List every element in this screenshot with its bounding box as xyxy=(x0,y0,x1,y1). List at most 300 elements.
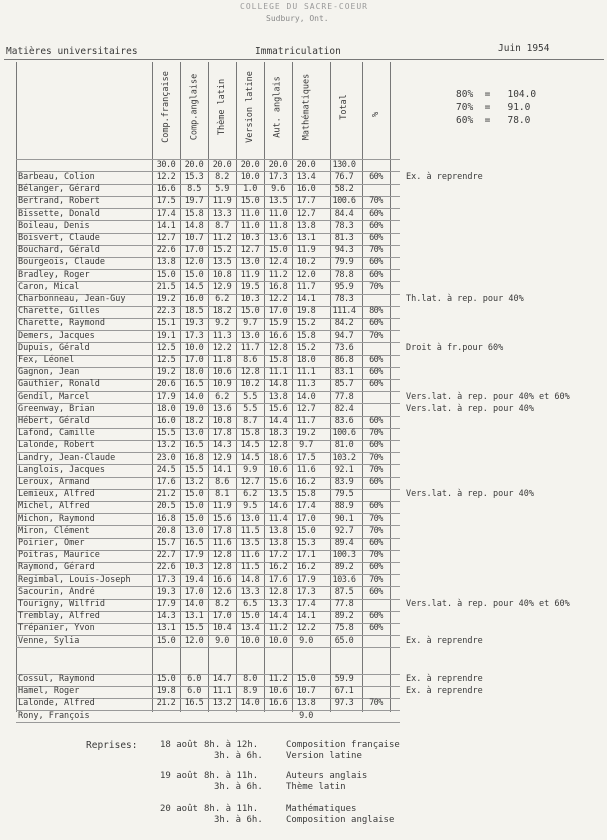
column-header-label: Mathématiques xyxy=(301,73,311,141)
score-cell: 17.3 xyxy=(268,172,288,182)
student-row xyxy=(16,599,606,611)
score-cell: 6.0 xyxy=(187,674,201,684)
remark: Vers.lat. à rep. pour 40% xyxy=(406,489,534,500)
score-cell: 13.6 xyxy=(212,403,232,414)
score-cell: 20.0 xyxy=(268,160,288,170)
score-cell: 5.5 xyxy=(243,391,257,402)
score-cell: 10.3 xyxy=(184,562,204,573)
score-cell: 11.8 xyxy=(212,355,232,365)
score-cell: 11.7 xyxy=(296,281,316,292)
student-row xyxy=(16,674,606,686)
reprise-date: 19 août xyxy=(160,771,198,781)
score-cell: 11.3 xyxy=(212,330,232,341)
score-cell: 60% xyxy=(369,623,383,634)
score-cell: 89.2 xyxy=(334,562,354,573)
student-name: Miron, Clément xyxy=(18,525,90,536)
score-cell: 17.4 xyxy=(156,208,176,219)
score-cell: 15.5 xyxy=(184,464,204,475)
score-cell: 17.3 xyxy=(296,586,316,597)
score-cell: 11.2 xyxy=(268,623,288,634)
student-row xyxy=(16,318,606,330)
score-cell: 77.8 xyxy=(334,599,354,609)
score-cell: 100.3 xyxy=(332,550,356,561)
score-cell: 11.1 xyxy=(296,367,316,378)
student-row xyxy=(16,379,606,391)
score-cell: 58.2 xyxy=(334,184,354,195)
score-cell: 12.9 xyxy=(212,281,232,292)
score-cell: 8.5 xyxy=(187,184,201,195)
reprise-time: 3h. à 6h. xyxy=(214,815,263,825)
student-name: Venne, Sylia xyxy=(18,635,80,646)
score-cell: 15.2 xyxy=(296,318,316,329)
score-cell: 8.7 xyxy=(215,220,229,231)
score-cell: 10.0 xyxy=(240,635,260,646)
score-cell: 103.2 xyxy=(332,452,356,463)
score-cell: 19.0 xyxy=(184,403,204,414)
score-cell: 60% xyxy=(369,220,383,231)
score-cell: 60% xyxy=(369,233,383,243)
student-name: Lemieux, Alfred xyxy=(18,489,95,500)
score-cell: 18.2 xyxy=(184,416,204,426)
score-cell: 6.5 xyxy=(243,599,257,609)
score-cell: 95.9 xyxy=(334,281,354,292)
score-cell: 86.8 xyxy=(334,355,354,365)
student-row xyxy=(16,209,606,221)
grade-scale: 80% = 104.0 70% = 91.0 60% = 78.0 xyxy=(456,89,537,126)
student-row xyxy=(16,514,606,526)
score-cell: 70% xyxy=(369,464,383,475)
score-cell: 9.7 xyxy=(243,318,257,329)
score-cell: 13.3 xyxy=(240,586,260,597)
score-cell: 12.0 xyxy=(184,635,204,646)
score-cell: 22.6 xyxy=(156,562,176,573)
score-cell: 14.0 xyxy=(240,698,260,709)
remark: Droit à fr.pour 60% xyxy=(406,342,504,353)
score-cell: 15.0 xyxy=(240,611,260,622)
score-cell: 13.0 xyxy=(240,513,260,524)
score-cell: 70% xyxy=(369,281,383,292)
score-cell: 89.4 xyxy=(334,538,354,548)
student-name: Bertrand, Robert xyxy=(18,196,100,207)
score-cell: 21.2 xyxy=(156,489,176,500)
student-name: Bissette, Donald xyxy=(18,208,100,219)
score-cell: 22.3 xyxy=(156,306,176,317)
document-date: Juin 1954 xyxy=(498,43,550,54)
student-name: Landry, Jean-Claude xyxy=(18,452,116,463)
score-cell: 14.0 xyxy=(296,391,316,402)
score-cell: 11.8 xyxy=(268,220,288,231)
student-name: Bradley, Roger xyxy=(18,269,90,280)
score-cell: 13.8 xyxy=(296,698,316,709)
college-name: COLLEGE DU SACRE-COEUR xyxy=(240,2,368,11)
student-name: Tremblay, Alfred xyxy=(18,611,100,622)
student-name: Leroux, Armand xyxy=(18,477,90,487)
remark: Vers.lat. à rep. pour 40% et 60% xyxy=(406,391,570,402)
reprise-subject: Composition française xyxy=(286,740,400,750)
score-cell: 83.9 xyxy=(334,477,354,487)
score-cell: 10.4 xyxy=(212,623,232,634)
score-cell: 15.8 xyxy=(268,355,288,365)
score-cell: 24.5 xyxy=(156,464,176,475)
student-row xyxy=(16,282,606,294)
score-cell: 18.2 xyxy=(212,306,232,317)
score-cell: 11.4 xyxy=(268,513,288,524)
score-cell: 17.4 xyxy=(296,599,316,609)
student-row xyxy=(16,404,606,416)
score-cell: 18.3 xyxy=(268,428,288,439)
student-row xyxy=(16,270,606,282)
score-cell: 8.1 xyxy=(215,489,229,500)
reprise-subject: Composition anglaise xyxy=(286,815,395,825)
score-cell: 11.9 xyxy=(212,196,232,207)
score-cell: 83.6 xyxy=(334,416,354,426)
student-name: Hamel, Roger xyxy=(18,686,80,697)
score-cell: 75.8 xyxy=(334,623,354,634)
score-cell: 13.5 xyxy=(240,538,260,548)
student-row xyxy=(16,453,606,465)
score-cell: 70% xyxy=(369,574,383,585)
score-cell: 15.0 xyxy=(184,489,204,500)
score-cell: 15.8 xyxy=(296,330,316,341)
student-row xyxy=(16,550,606,562)
score-cell: 59.9 xyxy=(334,674,354,684)
student-row xyxy=(16,184,606,196)
student-name: Rony, François xyxy=(18,710,90,721)
score-cell: 16.0 xyxy=(296,184,316,195)
student-row xyxy=(16,575,606,587)
score-cell: 23.0 xyxy=(156,452,176,463)
score-cell: 11.7 xyxy=(296,416,316,426)
column-header xyxy=(334,66,354,156)
score-cell: 17.9 xyxy=(296,574,316,585)
score-cell: 11.5 xyxy=(240,562,260,573)
score-cell: 15.3 xyxy=(296,538,316,548)
score-cell: 12.7 xyxy=(156,233,176,243)
student-name: Boisvert, Claude xyxy=(18,233,100,243)
column-header xyxy=(184,66,204,156)
student-row xyxy=(16,587,606,599)
score-cell: 19.4 xyxy=(184,574,204,585)
student-name: Cossul, Raymond xyxy=(18,674,95,684)
reprise-time: 3h. à 6h. xyxy=(214,782,263,792)
score-cell: 17.5 xyxy=(296,452,316,463)
student-name: Gagnon, Jean xyxy=(18,367,80,378)
score-cell: 8.6 xyxy=(215,477,229,487)
score-cell: 18.6 xyxy=(268,452,288,463)
score-cell: 9.7 xyxy=(299,440,313,451)
score-cell: 11.6 xyxy=(240,550,260,561)
score-cell: 11.3 xyxy=(296,379,316,390)
score-cell: 16.6 xyxy=(268,698,288,709)
score-cell: 11.9 xyxy=(240,269,260,280)
student-name: Trépanier, Yvon xyxy=(18,623,95,634)
remark: Ex. à reprendre xyxy=(406,172,483,182)
student-name: Lafond, Camille xyxy=(18,428,95,439)
score-cell: 17.0 xyxy=(212,611,232,622)
score-cell: 15.8 xyxy=(240,428,260,439)
student-name: Regimbal, Louis-Joseph xyxy=(18,574,131,585)
score-cell: 12.0 xyxy=(184,257,204,268)
score-cell: 14.1 xyxy=(212,464,232,475)
score-cell: 10.6 xyxy=(212,367,232,378)
student-row xyxy=(16,526,606,538)
score-cell: 21.2 xyxy=(156,698,176,709)
student-name: Michel, Alfred xyxy=(18,501,90,512)
score-cell: 13.0 xyxy=(184,525,204,536)
score-cell: 14.8 xyxy=(268,379,288,390)
student-name: Bélanger, Gérard xyxy=(18,184,100,195)
student-name: Charette, Raymond xyxy=(18,318,105,329)
score-cell: 60% xyxy=(369,257,383,268)
score-cell: 17.2 xyxy=(268,550,288,561)
score-cell: 5.9 xyxy=(215,184,229,195)
student-row xyxy=(16,611,606,623)
score-cell: 12.0 xyxy=(296,269,316,280)
score-cell: 14.8 xyxy=(240,574,260,585)
score-cell: 17.0 xyxy=(184,586,204,597)
score-cell: 13.5 xyxy=(268,196,288,207)
score-cell: 60% xyxy=(369,538,383,548)
score-cell: 13.2 xyxy=(184,477,204,487)
score-cell: 15.0 xyxy=(296,525,316,536)
score-cell: 100.6 xyxy=(332,428,356,439)
remark: Ex. à reprendre xyxy=(406,674,483,684)
score-cell: 15.0 xyxy=(268,245,288,256)
score-cell: 15.7 xyxy=(156,538,176,548)
score-cell: 16.5 xyxy=(184,538,204,548)
student-name: Hébert, Gérald xyxy=(18,416,90,426)
score-cell: 13.0 xyxy=(240,330,260,341)
score-cell: 19.8 xyxy=(296,306,316,317)
column-header-label: % xyxy=(371,111,381,117)
score-cell: 15.0 xyxy=(240,306,260,317)
column-header xyxy=(296,66,316,156)
score-cell: 92.1 xyxy=(334,464,354,475)
score-cell: 13.4 xyxy=(240,623,260,634)
student-name: Lalonde, Alfred xyxy=(18,698,95,709)
score-cell: 11.6 xyxy=(212,538,232,548)
score-cell: 19.1 xyxy=(156,330,176,341)
student-row xyxy=(16,538,606,550)
score-cell: 15.0 xyxy=(240,196,260,207)
score-cell: 15.8 xyxy=(296,489,316,500)
score-cell: 14.1 xyxy=(296,294,316,304)
score-cell: 19.7 xyxy=(184,196,204,207)
student-name: Tourigny, Wilfrid xyxy=(18,599,105,609)
score-cell: 70% xyxy=(369,513,383,524)
score-cell: 20.5 xyxy=(156,501,176,512)
student-name: Poitras, Maurice xyxy=(18,550,100,561)
score-cell: 15.0 xyxy=(184,501,204,512)
student-name: Bouchard, Gérald xyxy=(18,245,100,256)
score-cell: 12.6 xyxy=(212,586,232,597)
score-cell: 12.5 xyxy=(156,342,176,353)
score-cell: 9.5 xyxy=(243,501,257,512)
student-name: Charbonneau, Jean-Guy xyxy=(18,294,126,304)
reprise-time: 8h. à 12h. xyxy=(204,740,259,750)
score-cell: 10.7 xyxy=(296,686,316,697)
score-cell: 10.3 xyxy=(240,233,260,243)
score-cell: 16.8 xyxy=(184,452,204,463)
reprise-date: 18 août xyxy=(160,740,198,750)
score-cell: 15.3 xyxy=(184,172,204,182)
score-cell: 17.0 xyxy=(184,355,204,365)
score-cell: 19.5 xyxy=(240,281,260,292)
student-name: Gendil, Marcel xyxy=(18,391,90,402)
score-cell: 11.6 xyxy=(296,464,316,475)
score-cell: 12.8 xyxy=(268,440,288,451)
score-cell: 10.8 xyxy=(212,416,232,426)
score-cell: 10.7 xyxy=(184,233,204,243)
score-cell: 12.8 xyxy=(268,586,288,597)
column-header-label: Comp.française xyxy=(161,71,171,143)
score-cell: 10.0 xyxy=(268,635,288,646)
score-cell: 83.1 xyxy=(334,367,354,378)
score-cell: 16.8 xyxy=(156,513,176,524)
score-cell: 8.7 xyxy=(243,416,257,426)
score-cell: 92.7 xyxy=(334,525,354,536)
student-row xyxy=(16,221,606,233)
score-cell: 12.2 xyxy=(296,623,316,634)
student-row xyxy=(16,245,606,257)
student-name: Lalonde, Robert xyxy=(18,440,95,451)
score-cell: 20.0 xyxy=(184,160,204,170)
score-cell: 97.3 xyxy=(334,698,354,709)
score-cell: 10.0 xyxy=(184,342,204,353)
header-rule xyxy=(4,59,604,60)
score-cell: 8.6 xyxy=(243,355,257,365)
reprise-subject: Thème latin xyxy=(286,782,346,792)
student-row xyxy=(16,331,606,343)
score-cell: 15.9 xyxy=(268,318,288,329)
student-name: Sacourin, André xyxy=(18,586,95,597)
score-cell: 70% xyxy=(369,428,383,439)
score-cell: 20.8 xyxy=(156,525,176,536)
score-cell: 10.6 xyxy=(268,464,288,475)
score-cell: 10.9 xyxy=(212,379,232,390)
score-cell: 18.0 xyxy=(184,367,204,378)
score-cell: 12.5 xyxy=(156,355,176,365)
column-header xyxy=(212,66,232,156)
student-row xyxy=(16,623,606,635)
score-cell: 60% xyxy=(369,355,383,365)
score-cell: 6.2 xyxy=(215,294,229,304)
score-cell: 13.5 xyxy=(212,257,232,268)
column-header xyxy=(366,66,386,156)
score-cell: 12.2 xyxy=(156,172,176,182)
score-cell: 10.2 xyxy=(296,257,316,268)
student-row xyxy=(16,489,606,501)
remark: Ex. à reprendre xyxy=(406,686,483,697)
score-cell: 17.8 xyxy=(212,525,232,536)
score-cell: 88.9 xyxy=(334,501,354,512)
column-header-label: Thème latin xyxy=(217,78,228,136)
score-cell: 17.9 xyxy=(156,391,176,402)
score-cell: 11.9 xyxy=(212,501,232,512)
score-cell: 94.7 xyxy=(334,330,354,341)
score-cell: 15.5 xyxy=(156,428,176,439)
score-cell: 16.5 xyxy=(184,698,204,709)
score-cell: 16.2 xyxy=(268,562,288,573)
score-cell: 19.3 xyxy=(156,586,176,597)
student-row xyxy=(16,233,606,245)
score-cell: 14.1 xyxy=(156,220,176,231)
score-cell: 14.1 xyxy=(296,611,316,622)
score-cell: 111.4 xyxy=(332,306,356,317)
score-cell: 18.0 xyxy=(156,403,176,414)
remark: Vers.lat. à rep. pour 40% et 60% xyxy=(406,599,570,609)
score-cell: 13.3 xyxy=(212,208,232,219)
score-cell: 19.2 xyxy=(296,428,316,439)
score-cell: 15.8 xyxy=(184,208,204,219)
score-cell: 15.5 xyxy=(184,623,204,634)
student-row xyxy=(16,686,606,698)
score-cell: 12.7 xyxy=(240,245,260,256)
column-header-label: Comp.anglaise xyxy=(189,73,199,141)
score-cell: 19.8 xyxy=(156,686,176,697)
score-cell: 15.0 xyxy=(156,635,176,646)
score-cell: 11.7 xyxy=(240,342,260,353)
score-cell: 65.0 xyxy=(334,635,354,646)
score-cell: 20.0 xyxy=(296,160,316,170)
reprises-title: Reprises: xyxy=(86,740,138,751)
remark: Vers.lat. à rep. pour 40% xyxy=(406,403,534,414)
score-cell: 10.0 xyxy=(240,172,260,182)
reprise-time: 3h. à 6h. xyxy=(214,751,263,761)
score-cell: 20.0 xyxy=(240,160,260,170)
score-cell: 13.2 xyxy=(212,698,232,709)
score-cell: 13.8 xyxy=(268,525,288,536)
score-cell: 16.5 xyxy=(184,379,204,390)
score-cell: 15.2 xyxy=(212,245,232,256)
score-cell: 14.0 xyxy=(184,599,204,609)
score-cell: 14.0 xyxy=(184,391,204,402)
remark: Th.lat. à rep. pour 40% xyxy=(406,294,524,304)
student-name: Barbeau, Colion xyxy=(18,172,95,182)
student-row xyxy=(16,636,606,648)
student-row xyxy=(16,698,606,710)
score-cell: 12.7 xyxy=(296,208,316,219)
score-cell: 84.4 xyxy=(334,208,354,219)
score-cell: 17.5 xyxy=(156,196,176,207)
score-cell: 60% xyxy=(369,562,383,573)
score-cell: 13.1 xyxy=(156,623,176,634)
score-cell: 10.6 xyxy=(268,686,288,697)
score-cell: 13.1 xyxy=(296,233,316,243)
score-cell: 17.1 xyxy=(296,550,316,561)
student-name: Demers, Jacques xyxy=(18,330,95,341)
score-cell: 6.2 xyxy=(215,391,229,402)
score-cell: 16.6 xyxy=(156,184,176,195)
college-location: Sudbury, Ont. xyxy=(266,14,329,23)
score-cell: 30.0 xyxy=(156,160,176,170)
score-cell: 17.8 xyxy=(212,428,232,439)
score-cell: 60% xyxy=(369,269,383,280)
score-cell: 11.2 xyxy=(268,674,288,684)
reprise-subject: Mathématiques xyxy=(286,804,357,814)
score-cell: 11.0 xyxy=(268,208,288,219)
student-row xyxy=(16,196,606,208)
score-cell: 13.1 xyxy=(184,611,204,622)
score-cell: 10.2 xyxy=(240,379,260,390)
score-cell: 12.4 xyxy=(268,257,288,268)
student-row xyxy=(16,562,606,574)
score-cell: 60% xyxy=(369,379,383,390)
score-cell: 79.5 xyxy=(334,489,354,500)
score-cell: 9.0 xyxy=(299,635,313,646)
score-cell: 12.8 xyxy=(212,562,232,573)
score-cell: 89.2 xyxy=(334,611,354,622)
